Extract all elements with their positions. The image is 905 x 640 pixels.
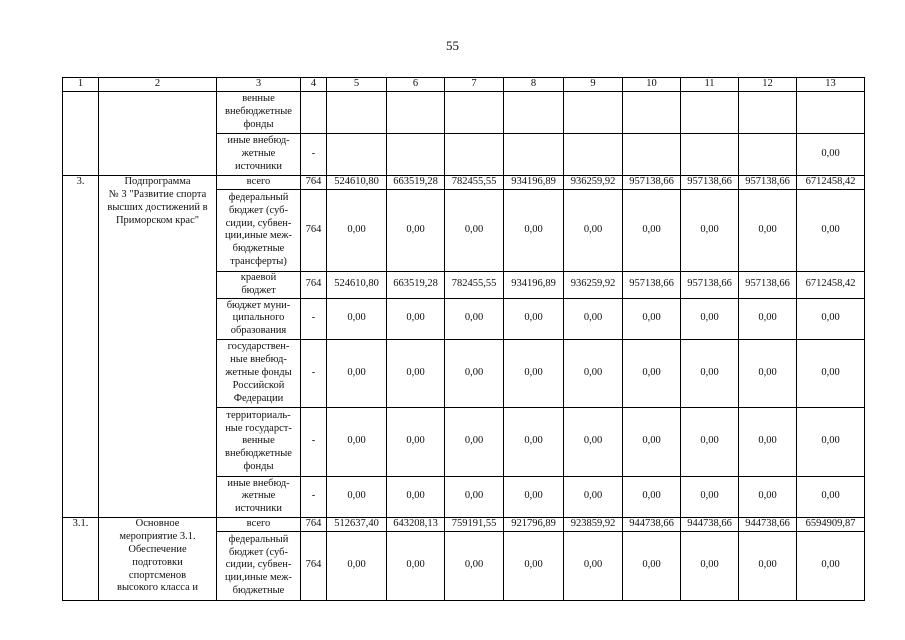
value-cell: 923859,92 [564,517,623,531]
value-cell: 0,00 [681,476,739,517]
value-cell: 512637,40 [327,517,387,531]
value-cell [681,133,739,175]
column-header: 8 [504,78,564,92]
source-cell [217,271,301,298]
value-cell: 0,00 [564,339,623,407]
cell-line: подготовки [132,556,183,568]
item-name-cell [99,175,217,517]
value-cell: 0,00 [739,531,797,600]
cell-line: фонды [243,461,274,473]
value-cell: 0,00 [327,339,387,407]
value-cell [445,91,504,133]
column-header: 10 [623,78,681,92]
cell-line: источники [235,503,282,515]
cell-line: № 3 "Развитие спорта [108,188,207,200]
value-cell: 663519,28 [387,271,445,298]
cell-line: трансферты) [230,256,287,268]
cell-line: Основное [135,517,180,529]
value-cell: 0,00 [681,298,739,339]
value-cell: 957138,66 [681,175,739,189]
value-cell: 0,00 [504,189,564,271]
value-cell: 6712458,42 [797,175,865,189]
value-cell: 0,00 [797,133,865,175]
value-cell: 0,00 [504,407,564,476]
value-cell: 782455,55 [445,271,504,298]
source-cell [217,189,301,271]
value-cell [564,91,623,133]
cell-line: жетные [241,147,276,159]
value-cell: 0,00 [681,189,739,271]
row-number-cell: 3. [63,175,99,517]
value-cell: 0,00 [504,339,564,407]
value-cell [504,91,564,133]
value-cell: 0,00 [445,476,504,517]
cell-line: венные [242,435,275,447]
value-cell: 957138,66 [681,271,739,298]
value-cell: 0,00 [739,189,797,271]
source-cell [217,175,301,189]
cell-line: Приморском крас" [115,214,200,226]
value-cell: 934196,89 [504,175,564,189]
code-cell: 764 [301,517,327,531]
value-cell: 663519,28 [387,175,445,189]
value-cell: 0,00 [623,407,681,476]
value-cell [445,133,504,175]
value-cell: 0,00 [504,476,564,517]
cell-line: сидии, субвен- [225,217,292,229]
value-cell: 0,00 [387,189,445,271]
page-number: 55 [446,38,459,53]
value-cell: 936259,92 [564,271,623,298]
code-cell: - [301,407,327,476]
column-header: 1 [63,78,99,92]
row-number-cell [63,91,99,175]
column-header: 7 [445,78,504,92]
value-cell: 944738,66 [739,517,797,531]
column-header: 6 [387,78,445,92]
value-cell: 524610,80 [327,271,387,298]
cell-line: жетные фонды [225,366,292,378]
value-cell [623,91,681,133]
cell-line: жетные [241,490,276,502]
cell-line: внебюджетные [225,105,292,117]
cell-line: всего [246,517,271,529]
column-header: 11 [681,78,739,92]
value-cell: 0,00 [797,407,865,476]
cell-line: сидии, субвен- [225,559,292,571]
cell-line: всего [246,175,271,187]
budget-table [62,77,865,601]
cell-line: спортсменов [128,569,187,581]
source-cell [217,476,301,517]
cell-line: бюджетные [232,585,285,597]
value-cell [739,133,797,175]
cell-line: государствен- [227,341,290,353]
cell-line: высших достижений в [107,201,208,213]
code-cell: - [301,133,327,175]
value-cell: 0,00 [739,476,797,517]
value-cell: 0,00 [327,476,387,517]
value-cell: 0,00 [387,298,445,339]
value-cell: 0,00 [327,531,387,600]
value-cell: 0,00 [797,531,865,600]
cell-line: бюджет (суб- [229,204,288,216]
cell-line: внебюджетные [225,448,292,460]
value-cell [504,133,564,175]
item-name-cell [99,91,217,175]
column-header: 2 [99,78,217,92]
value-cell [797,91,865,133]
column-header: 12 [739,78,797,92]
cell-line: Российской [232,379,285,391]
source-cell [217,339,301,407]
code-cell: - [301,476,327,517]
cell-line: Федерации [233,392,284,404]
value-cell: 944738,66 [623,517,681,531]
cell-line: источники [235,160,282,172]
source-cell [217,517,301,531]
value-cell: 0,00 [797,476,865,517]
cell-line: образования [230,325,287,337]
cell-line: высокого класса и [116,582,199,594]
cell-line: мероприятие 3.1. [119,530,196,542]
cell-line: ные государст- [225,422,292,434]
value-cell: 0,00 [739,298,797,339]
cell-line: ции,иные меж- [224,230,293,242]
code-cell: - [301,339,327,407]
cell-line: иные внебюд- [227,477,290,489]
value-cell: 0,00 [327,298,387,339]
value-cell: 0,00 [445,189,504,271]
value-cell: 0,00 [387,476,445,517]
code-cell: 764 [301,189,327,271]
value-cell: 0,00 [797,189,865,271]
value-cell: 0,00 [387,407,445,476]
value-cell: 0,00 [327,189,387,271]
column-header: 9 [564,78,623,92]
value-cell: 0,00 [387,339,445,407]
value-cell: 0,00 [564,476,623,517]
value-cell: 0,00 [623,476,681,517]
code-cell [301,91,327,133]
value-cell: 0,00 [681,339,739,407]
value-cell: 0,00 [387,531,445,600]
cell-line: бюджет (суб- [229,546,288,558]
cell-line: Обеспечение [128,543,187,555]
column-header: 3 [217,78,301,92]
value-cell [387,133,445,175]
value-cell [623,133,681,175]
cell-line: ции,иные меж- [224,572,293,584]
cell-line: федеральный [228,533,289,545]
source-cell [217,407,301,476]
value-cell: 0,00 [564,298,623,339]
value-cell: 6594909,87 [797,517,865,531]
code-cell: 764 [301,271,327,298]
cell-line: ные внебюд- [230,354,287,366]
code-cell: 764 [301,175,327,189]
value-cell: 0,00 [564,189,623,271]
column-header: 5 [327,78,387,92]
value-cell [564,133,623,175]
value-cell: 0,00 [797,339,865,407]
value-cell: 0,00 [739,407,797,476]
value-cell: 0,00 [681,531,739,600]
row-number-cell: 3.1. [63,517,99,600]
column-header: 4 [301,78,327,92]
value-cell: 0,00 [623,298,681,339]
header-row [63,78,865,92]
cell-line: бюджет [241,284,276,296]
value-cell: 0,00 [445,339,504,407]
source-cell [217,531,301,600]
code-cell: - [301,298,327,339]
value-cell: 0,00 [797,298,865,339]
cell-line: Подпрограмма [124,175,191,187]
value-cell: 524610,80 [327,175,387,189]
value-cell: 0,00 [504,531,564,600]
table-row [63,517,865,531]
value-cell: 0,00 [564,407,623,476]
value-cell: 759191,55 [445,517,504,531]
value-cell: 0,00 [504,298,564,339]
value-cell: 934196,89 [504,271,564,298]
code-cell: 764 [301,531,327,600]
source-cell [217,91,301,133]
value-cell [739,91,797,133]
value-cell: 957138,66 [623,175,681,189]
cell-line: ципального [232,312,285,324]
value-cell: 782455,55 [445,175,504,189]
value-cell: 643208,13 [387,517,445,531]
value-cell: 0,00 [327,407,387,476]
value-cell: 0,00 [445,407,504,476]
cell-line: иные внебюд- [227,135,290,147]
value-cell: 0,00 [623,531,681,600]
source-cell [217,298,301,339]
value-cell: 957138,66 [623,271,681,298]
value-cell: 921796,89 [504,517,564,531]
item-name-cell [99,517,217,600]
value-cell: 0,00 [681,407,739,476]
value-cell: 0,00 [445,531,504,600]
value-cell [327,91,387,133]
value-cell: 936259,92 [564,175,623,189]
value-cell: 957138,66 [739,175,797,189]
cell-line: фонды [243,118,274,130]
value-cell: 0,00 [445,298,504,339]
cell-line: территориаль- [226,409,291,421]
table-row [63,175,865,189]
column-header: 13 [797,78,865,92]
value-cell: 0,00 [623,189,681,271]
value-cell: 0,00 [623,339,681,407]
cell-line: федеральный [228,191,289,203]
value-cell: 0,00 [564,531,623,600]
source-cell [217,133,301,175]
table-row [63,91,865,133]
cell-line: краевой [240,272,277,283]
cell-line: бюджетные [232,243,285,255]
value-cell [681,91,739,133]
value-cell: 0,00 [739,339,797,407]
cell-line: бюджет муни- [226,299,291,311]
value-cell: 957138,66 [739,271,797,298]
value-cell [327,133,387,175]
value-cell: 944738,66 [681,517,739,531]
value-cell [387,91,445,133]
value-cell: 6712458,42 [797,271,865,298]
cell-line: венные [242,93,275,105]
